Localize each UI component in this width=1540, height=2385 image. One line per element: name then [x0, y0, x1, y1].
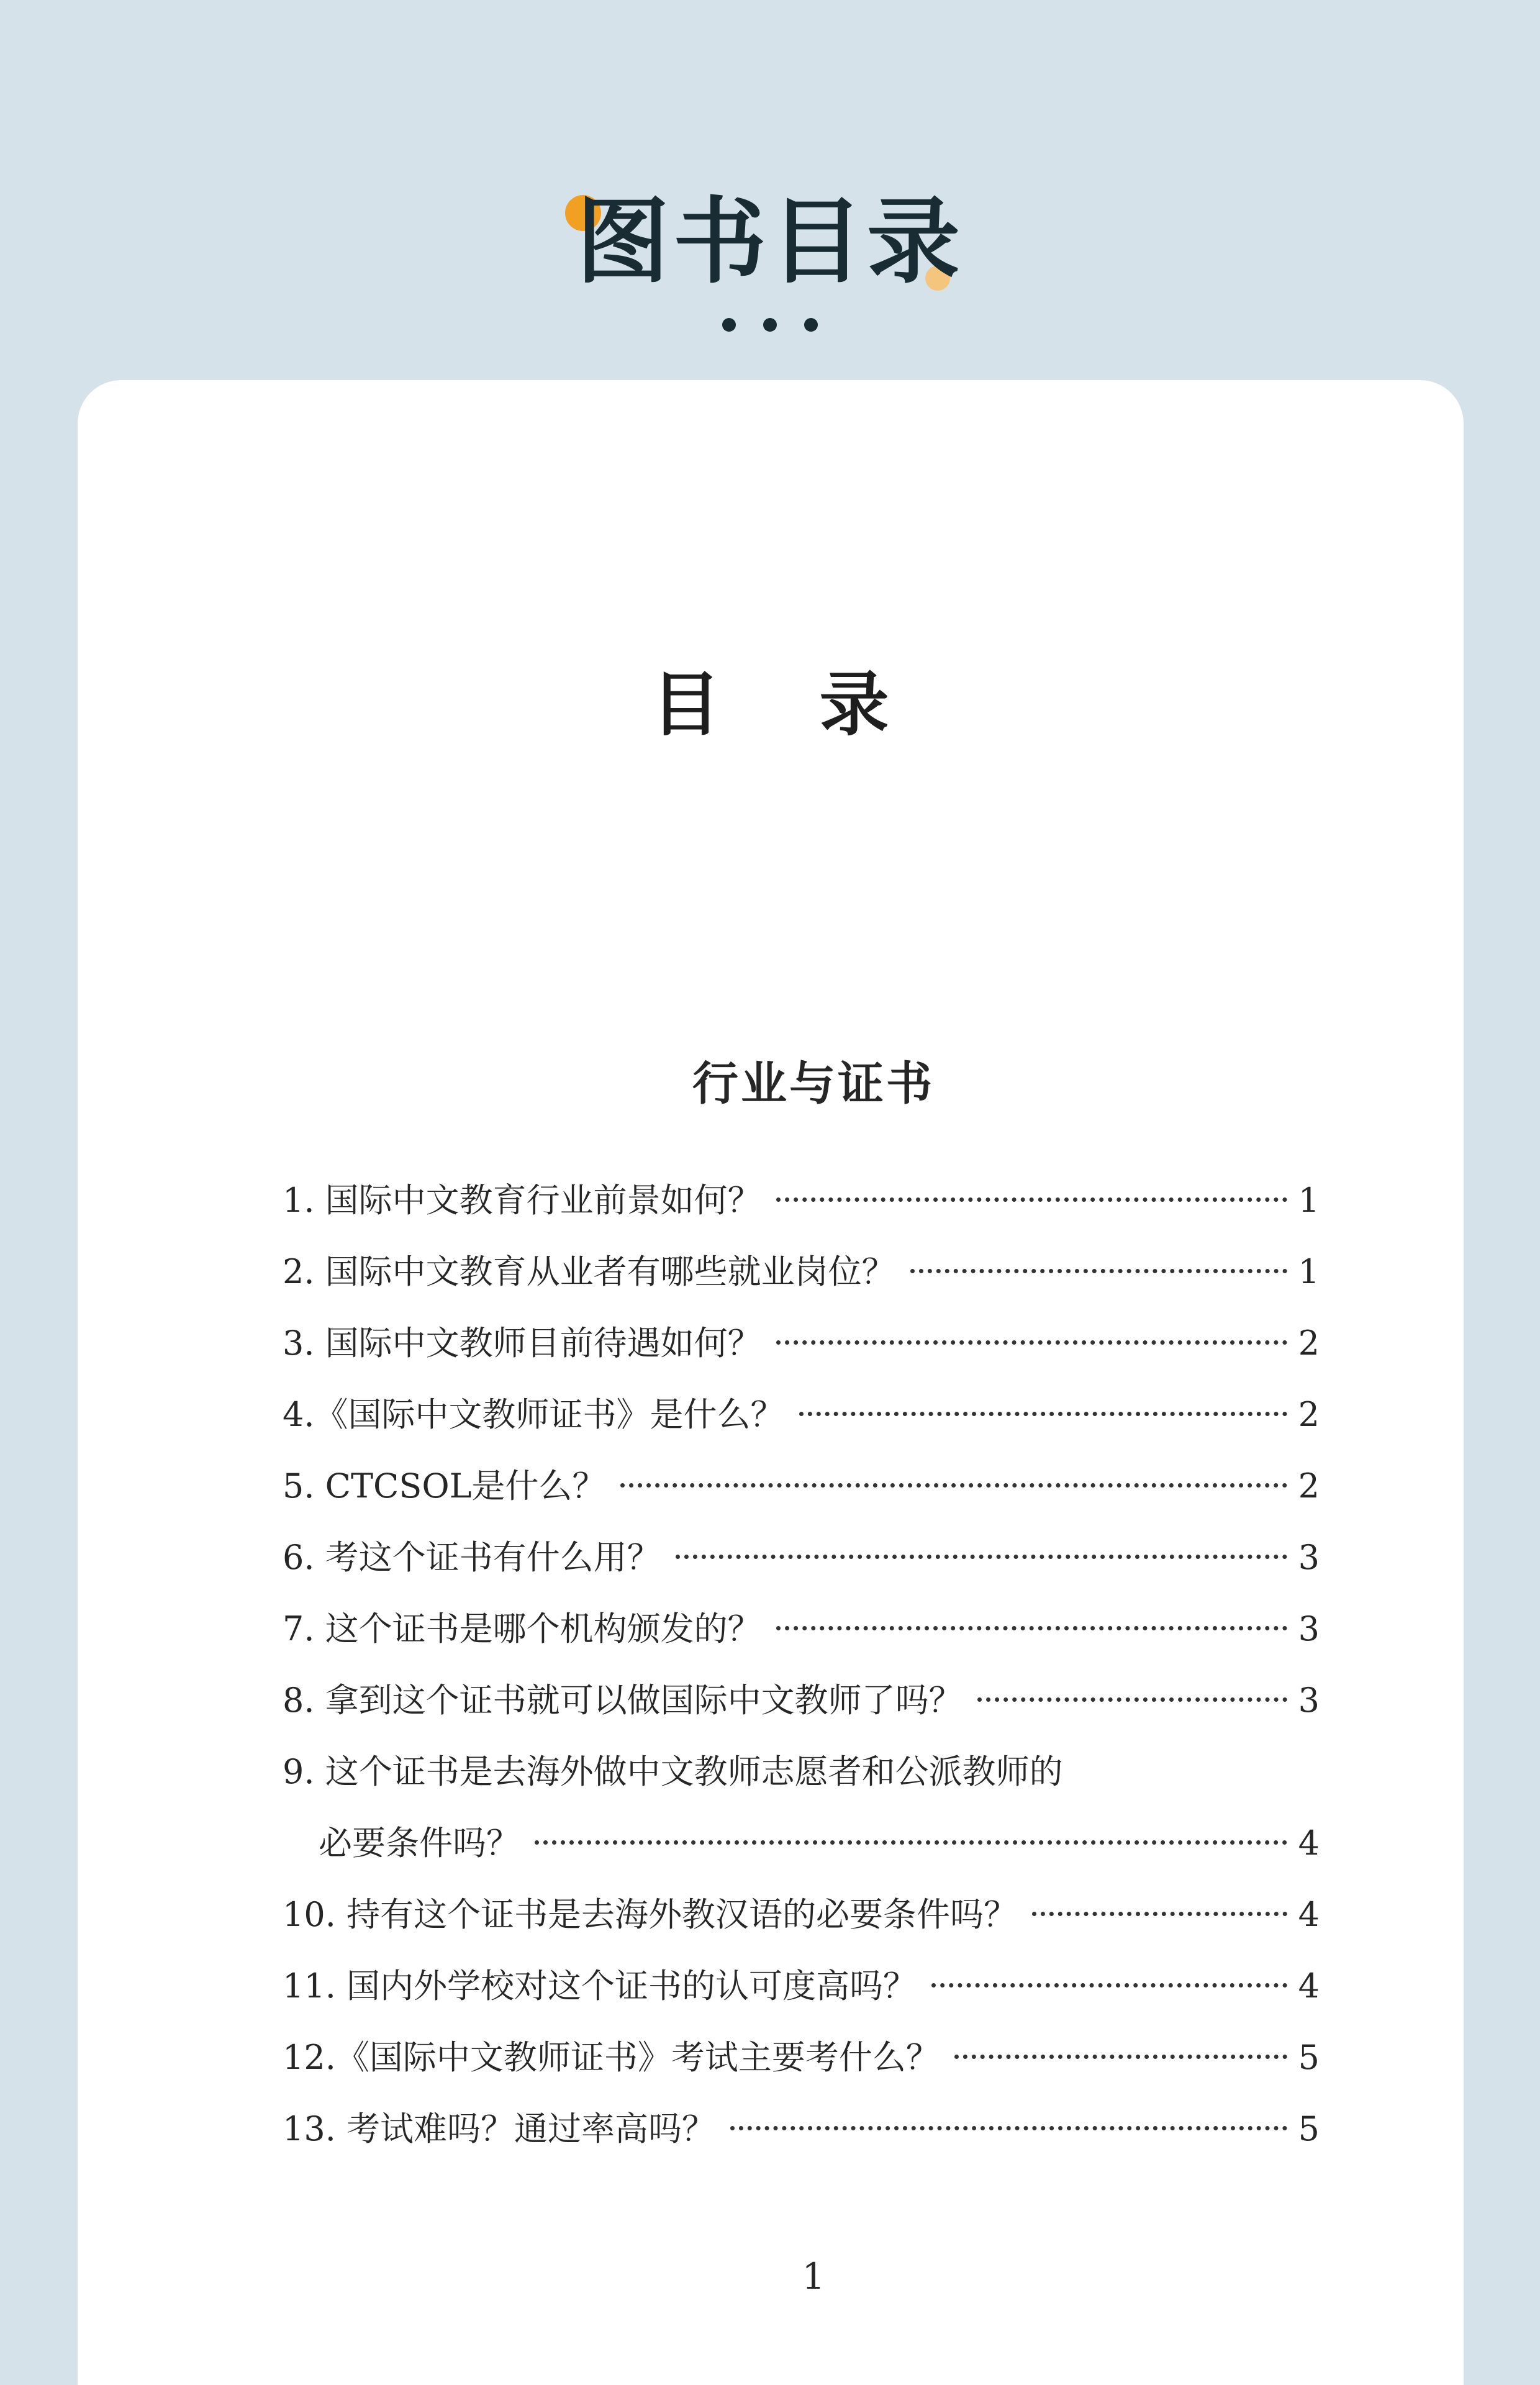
toc-entry-text: 7. 这个证书是哪个机构颁发的？ [283, 1609, 761, 1648]
toc-dot-leader [1032, 1912, 1287, 1916]
toc-dot-leader [799, 1412, 1287, 1416]
toc-entry-page: 5 [1298, 2109, 1320, 2148]
toc-entry [283, 1522, 1320, 1593]
toc-dot-leader [931, 1983, 1287, 1988]
header-dots-divider [0, 318, 1540, 332]
toc-entry-page: 2 [1298, 1466, 1320, 1506]
toc-title: 目 录 [651, 664, 889, 745]
toc-entry-text: 5. CTCSOL是什么？ [283, 1466, 606, 1506]
toc-entry-page: 3 [1298, 1609, 1320, 1648]
toc-entry-text: 12.《国际中文教师证书》考试主要考什么？ [283, 2038, 940, 2077]
page-header [0, 0, 1540, 373]
toc-entry-text: 13. 考试难吗？通过率高吗？ [283, 2109, 716, 2148]
toc-entry [283, 1165, 1320, 1236]
toc-entry-text: 9. 这个证书是去海外做中文教师志愿者和公派教师的 [283, 1752, 1063, 1791]
toc-entry-page: 1 [1298, 1252, 1320, 1291]
toc-entry [283, 1450, 1320, 1522]
toc-dot-leader [776, 1340, 1287, 1345]
toc-dot-leader [910, 1269, 1287, 1273]
toc-entry-text: 10. 持有这个证书是去海外教汉语的必要条件吗？ [283, 1895, 1018, 1934]
toc-entry [283, 2022, 1320, 2093]
table-of-contents [283, 1165, 1320, 2165]
toc-entry-text: 必要条件吗？ [319, 1824, 520, 1863]
toc-dot-leader [776, 1197, 1287, 1202]
toc-entry-text: 2. 国际中文教育从业者有哪些就业岗位？ [283, 1252, 895, 1291]
toc-dot-leader [676, 1555, 1287, 1559]
toc-entry-text: 8. 拿到这个证书就可以做国际中文教师了吗？ [283, 1681, 962, 1720]
toc-entry-text: 3. 国际中文教师目前待遇如何？ [283, 1324, 761, 1363]
toc-dot-leader [535, 1840, 1287, 1845]
toc-dot-leader [776, 1626, 1287, 1630]
toc-entry-page: 2 [1298, 1395, 1320, 1434]
toc-entry [283, 1593, 1320, 1665]
toc-entry [283, 1379, 1320, 1450]
page-number: 1 [802, 2255, 825, 2297]
toc-dot-leader [620, 1483, 1287, 1488]
toc-entry [283, 1879, 1320, 1950]
toc-entry [283, 1950, 1320, 2022]
toc-entry [283, 1736, 1320, 1807]
toc-entry [283, 1236, 1320, 1307]
toc-entry-continuation [283, 1807, 1320, 1879]
toc-dot-leader [977, 1697, 1287, 1702]
toc-entry-page: 2 [1298, 1324, 1320, 1363]
toc-entry-page: 4 [1298, 1895, 1320, 1934]
toc-entry-page: 4 [1298, 1824, 1320, 1863]
toc-entry-page: 3 [1298, 1538, 1320, 1577]
toc-entry-text: 4.《国际中文教师证书》是什么？ [283, 1395, 784, 1434]
divider-dot [804, 318, 818, 332]
header-title: 图书目录 [576, 188, 964, 296]
toc-entry-text: 6. 考这个证书有什么用？ [283, 1538, 661, 1577]
section-title: 行业与证书 [692, 1057, 935, 1111]
toc-entry-page: 4 [1298, 1966, 1320, 2006]
toc-entry [283, 2093, 1320, 2165]
toc-entry [283, 1307, 1320, 1379]
toc-dot-leader [730, 2126, 1287, 2130]
toc-entry-text: 11. 国内外学校对这个证书的认可度高吗？ [283, 1966, 917, 2006]
divider-dot [722, 318, 736, 332]
toc-dot-leader [954, 2055, 1287, 2059]
toc-entry-page: 3 [1298, 1681, 1320, 1720]
toc-entry-text: 1. 国际中文教育行业前景如何？ [283, 1181, 761, 1220]
toc-entry-page: 5 [1298, 2038, 1320, 2077]
toc-entry [283, 1665, 1320, 1736]
toc-entry-page: 1 [1298, 1181, 1320, 1220]
divider-dot [763, 318, 777, 332]
